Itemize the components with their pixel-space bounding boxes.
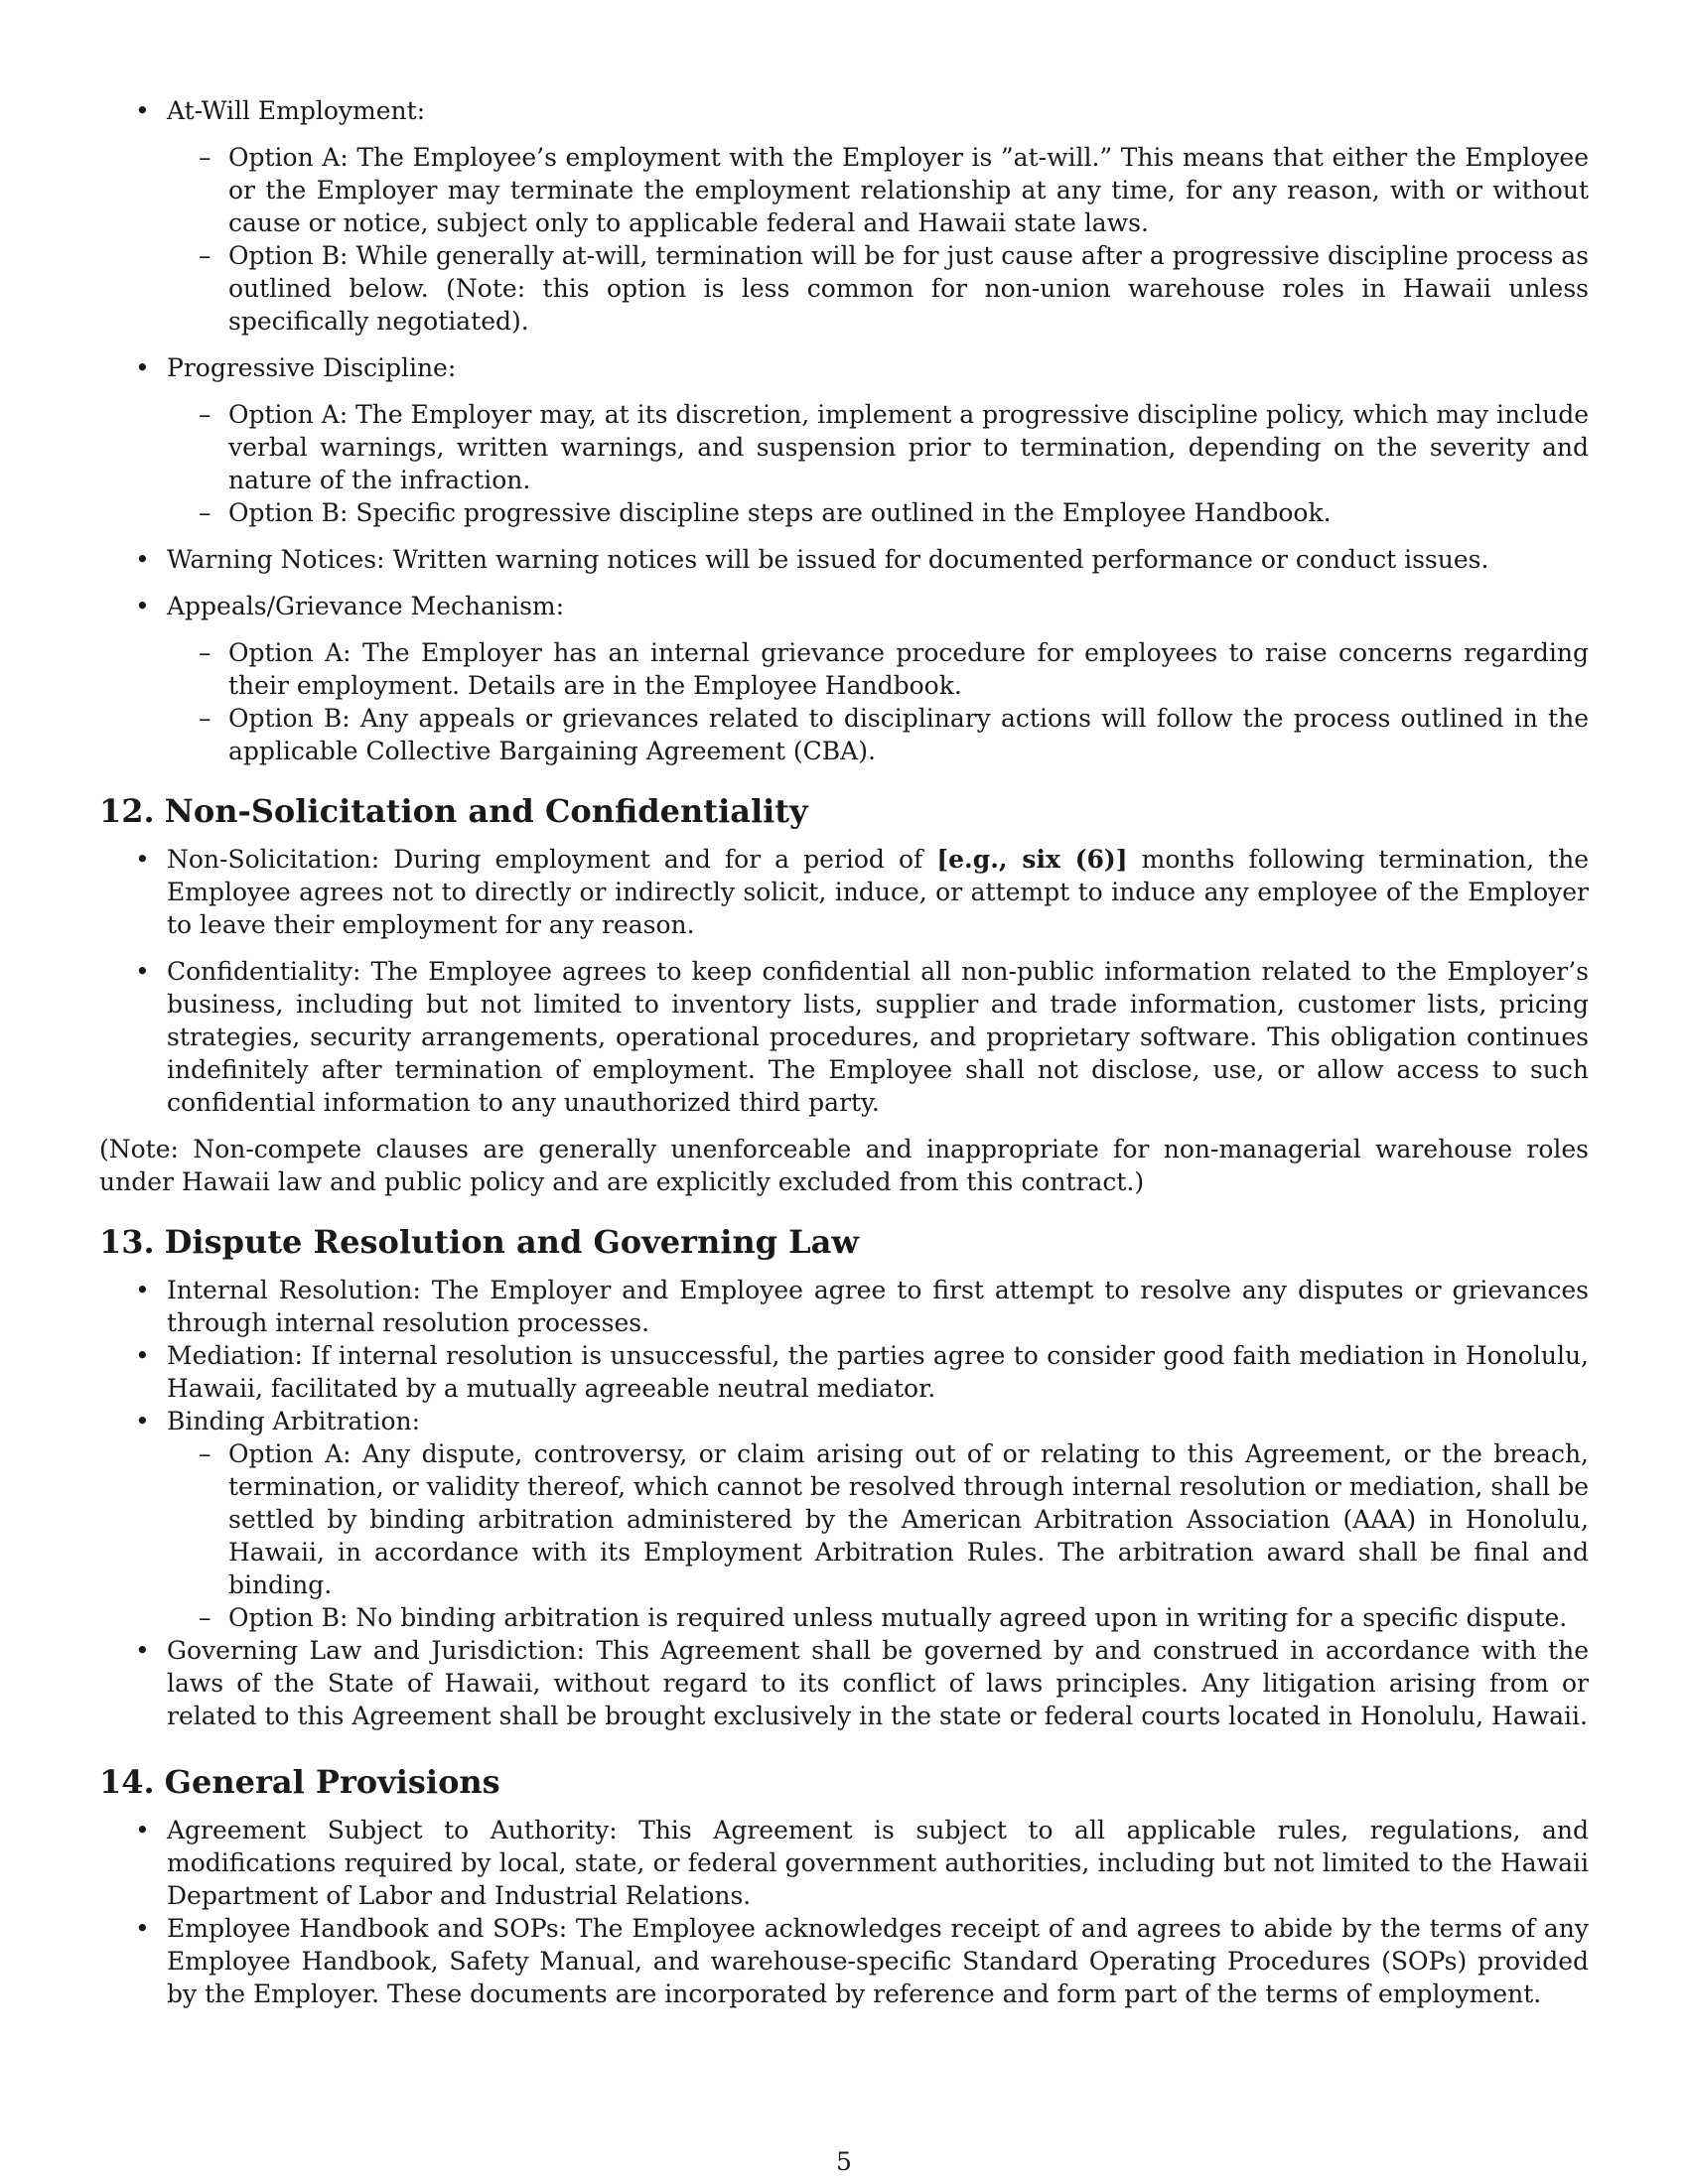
section-14-heading — [99, 1762, 1589, 1802]
page-number: 5 — [836, 2147, 852, 2176]
list-item — [99, 351, 1589, 529]
section-number: 12. — [99, 792, 155, 830]
section-number: 14. — [99, 1763, 155, 1801]
list-item: • Mediation: If internal resolution is unsuccessful, the parties agree to consider good faith mediation in Honolulu, Hawaii, facilitated by a mutually agreeable neutral mediator. — [99, 1339, 1589, 1405]
section-number: 13. — [99, 1223, 155, 1261]
list-item: • Agreement Subject to Authority: This Agreement is subject to all applicable rules, regulations, and modifications required by local, state, or federal government authorities, including but not limited to the Hawaii Department of Labor and Industrial Relations. — [99, 1814, 1589, 1912]
document-page — [99, 94, 1589, 2010]
non-solicitation-period: [e.g., six (6)] — [936, 845, 1128, 874]
progressive-discipline-label: Progressive Discipline: — [167, 353, 457, 382]
list-item — [99, 94, 1589, 338]
sub-list — [167, 398, 1589, 529]
arbitration-label: Binding Arbitration: — [167, 1407, 421, 1435]
list-item: • Warning Notices: Written warning notices will be issued for documented performance or conduct issues. — [99, 543, 1589, 576]
section-title: Non-Solicitation and Confidentiality — [164, 792, 808, 830]
non-solicitation-text: Non-Solicitation: During employment and for a period of — [167, 845, 937, 874]
sub-item: – Option B: No binding arbitration is required unless mutually agreed upon in writing for a specific dispute. — [167, 1601, 1589, 1634]
sub-item: – Option A: The Employee’s employment with the Employer is ”at-will.” This means that either the Employee or the Employer may terminate the employment relationship at any time, for any reason, with or without cause or notice, subject only to applicable federal and Hawaii state laws. — [167, 141, 1589, 239]
sub-item: – Option A: The Employer may, at its discretion, implement a progressive discipline policy, which may include verbal warnings, written warnings, and suspension prior to termination, depending on the severity and nature of the infraction. — [167, 398, 1589, 496]
list-item: • Confidentiality: The Employee agrees to keep confidential all non-public information related to the Employer’s business, including but not limited to inventory lists, supplier and trade information, customer lists, pricing strategies, security arrangements, operational procedures, and proprietary software. This obligation continues indefinitely after termination of employment. The Employee shall not disclose, use, or allow access to such confidential information to any unauthorized third party. — [99, 955, 1589, 1119]
list-item: • Governing Law and Jurisdiction: This Agreement shall be governed by and construed in accordance with the laws of the State of Hawaii, without regard to its conflict of laws principles. Any litigation arising from or related to this Agreement shall be brought exclusively in the state or federal courts located in Honolulu, Hawaii. — [99, 1634, 1589, 1732]
sub-item: – Option A: The Employer has an internal grievance procedure for employees to raise concerns regarding their employment. Details are in the Employee Handbook. — [167, 636, 1589, 702]
sub-item: – Option B: Specific progressive discipline steps are outlined in the Employee Handbook. — [167, 496, 1589, 529]
list-item — [99, 1405, 1589, 1634]
sub-item: – Option A: Any dispute, controversy, or claim arising out of or relating to this Agreement, or the breach, termination, or validity thereof, which cannot be resolved through internal resolution or mediation, shall be settled by binding arbitration administered by the American Arbitration Association (AAA) in Honolulu, Hawaii, in accordance with its Employment Arbitration Rules. The arbitration award shall be final and binding. — [167, 1437, 1589, 1601]
section-14-list — [99, 1814, 1589, 2010]
sub-item: – Option B: While generally at-will, termination will be for just cause after a progressive discipline process as outlined below. (Note: this option is less common for non-union warehouse roles in Hawaii unless specifically negotiated). — [167, 239, 1589, 338]
section-11-list — [99, 94, 1589, 767]
section-12-heading — [99, 791, 1589, 831]
section-12-list — [99, 843, 1589, 1119]
list-item — [99, 843, 1589, 941]
non-compete-note: (Note: Non-compete clauses are generally unenforceable and inappropriate for non-managerial warehouse roles under Hawaii law and public policy and are explicitly excluded from this contract.) — [99, 1135, 1589, 1196]
sub-item: – Option B: Any appeals or grievances related to disciplinary actions will follow the process outlined in the applicable Collective Bargaining Agreement (CBA). — [167, 702, 1589, 767]
at-will-label: At-Will Employment: — [167, 96, 426, 125]
section-title: General Provisions — [164, 1763, 500, 1801]
sub-list — [167, 636, 1589, 767]
list-item: • Internal Resolution: The Employer and Employee agree to first attempt to resolve any disputes or grievances through internal resolution processes. — [99, 1274, 1589, 1339]
appeals-label: Appeals/Grievance Mechanism: — [167, 592, 565, 620]
section-13-list — [99, 1274, 1589, 1732]
sub-list — [167, 141, 1589, 338]
non-solicitation-text-end: months following termination, the Employee agrees not to directly or indirectly solicit, induce, or attempt to induce any employee of the Employer to leave their employment for any reason. — [167, 845, 1590, 939]
section-title: Dispute Resolution and Governing Law — [164, 1223, 859, 1261]
section-13-heading — [99, 1222, 1589, 1262]
sub-list — [167, 1437, 1589, 1634]
list-item: • Employee Handbook and SOPs: The Employee acknowledges receipt of and agrees to abide by the terms of any Employee Handbook, Safety Manual, and warehouse-specific Standard Operating Procedures (SOPs) provided by the Employer. These documents are incorporated by reference and form part of the terms of employment. — [99, 1912, 1589, 2010]
list-item — [99, 590, 1589, 767]
